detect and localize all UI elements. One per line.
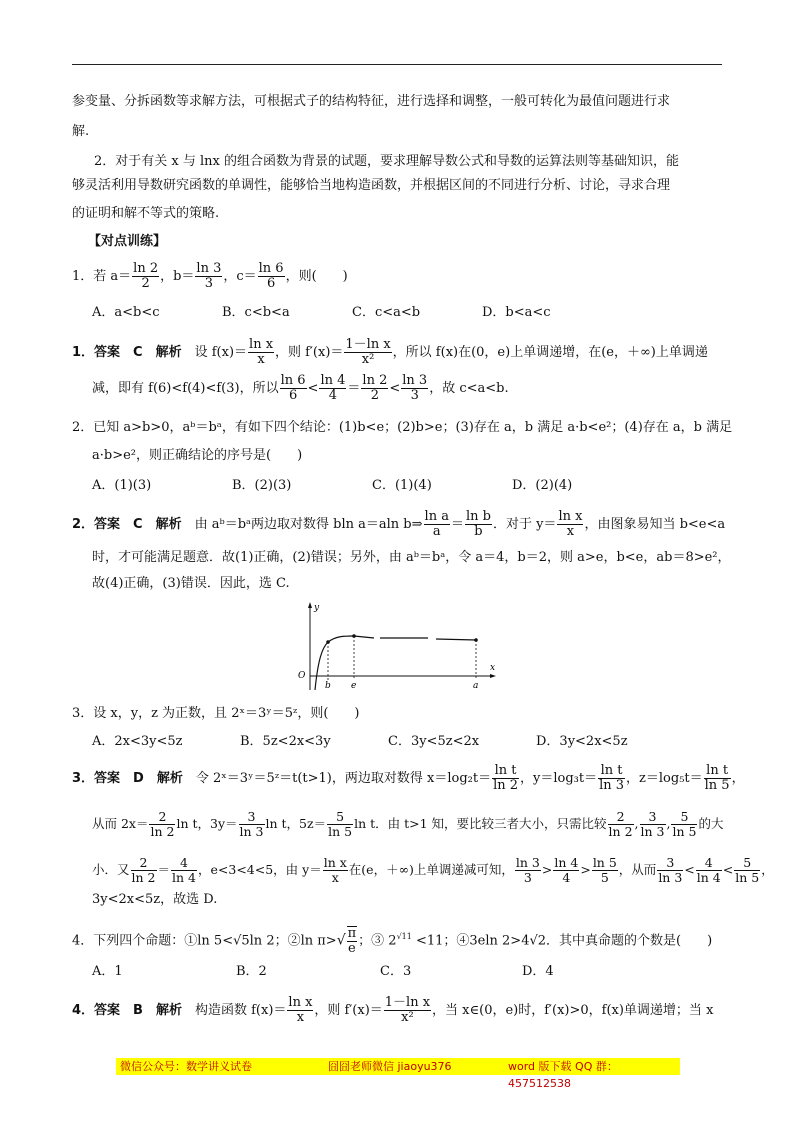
answer-label: 2．答案 C 解析	[72, 517, 182, 532]
fraction: $\frac{\ln 2}{2}$	[133, 261, 159, 291]
q3-stem: 3．设 x，y，z 为正数，且 2ˣ＝3ʸ＝5ᶻ，则( )	[72, 706, 360, 721]
fraction: $\frac{3}{\ln 3}$	[640, 809, 665, 839]
q2-answer-line-1: 2．答案 C 解析 由 aᵇ＝bᵃ两边取对数得 bln a＝aln b⇒ $\frac{\text{ln a}}{a}$ ＝ $\frac{\text{ln b}}{b}$ ．对于 y＝ $\frac{\text{ln x}}{x}$ ，由图象易知当 b<e<a	[72, 509, 726, 539]
fraction: $\frac{2}{\ln 2}$	[131, 855, 156, 885]
q3-answer-line-3: 小．又 $\frac{2}{\ln 2}$ ＝ $\frac{4}{\ln 4}$ ，e<3<4<5，由 y＝ $\frac{\text{ln x}}{x}$ 在(e，＋∞)上单调递减可知， $\frac{\ln 3}{3}$ > $\frac{\ln 4}{4}$ > $\frac{\ln 5}{5}$ ，从而 $\frac{3}{\ln 3}$ < $\frac{4}{\ln 4}$ < $\frac{5}{\ln 5}$ ，	[92, 855, 774, 885]
intro-para2-line-1: 2．对于有关 x 与 lnx 的组合函数为背景的试题，要求理解导数公式和导数的运算法则等基础知识，能	[94, 154, 679, 169]
tick-label-a: a	[473, 681, 479, 691]
header-rule	[72, 64, 722, 65]
fraction: $\frac{\ln 4}{4}$	[554, 855, 579, 885]
fraction: $\frac{\ln 6}{6}$	[258, 261, 284, 291]
q1-stem: 1．若 a＝ $\frac{\ln 2}{2}$ ，b＝ $\frac{\ln 3}{3}$ ，c＝ $\frac{\ln 6}{6}$ ，则( )	[72, 261, 348, 291]
fraction: $\frac{3}{\ln 3}$	[239, 809, 264, 839]
q4-option-c: C．3	[380, 964, 412, 979]
q1-answer-line-1: 1．答案 C 解析 设 f(x)＝ $\frac{\text{ln x}}{x}$ ，则 f′(x)＝ $\frac{\text{1－ln x}}{\text{x²}}$ ，所以 f(x)在(0，e)上单调递增，在(e，＋∞)上单调递	[72, 337, 708, 367]
section-title: 【对点训练】	[88, 234, 167, 249]
fraction: $\frac{\text{1－ln x}}{\text{x²}}$	[345, 337, 391, 367]
q2-option-b: B．(2)(3)	[232, 478, 292, 493]
y-axis-arrow	[308, 602, 312, 608]
intro-line-1: 参变量、分拆函数等求解方法，可根据式子的结构特征，进行选择和调整，一般可转化为最值问题进行求	[72, 94, 671, 109]
fraction: $\frac{\text{ln b}}{b}$	[465, 509, 491, 539]
fraction: $\frac{\text{ln x}}{x}$	[558, 509, 583, 539]
fraction: $\frac{2}{\ln 2}$	[608, 809, 633, 839]
fraction: $\frac{5}{\ln 5}$	[328, 809, 353, 839]
fraction: $\frac{\ln 2}{2}$	[362, 373, 388, 403]
q4-answer-line-1: 4．答案 B 解析 构造函数 f(x)＝ $\frac{\text{ln x}}{x}$ ，则 f′(x)＝ $\frac{\text{1－ln x}}{\text{x²}}$ ，当 x∈(0，e)时，f′(x)>0，f(x)单调递增；当 x	[72, 995, 714, 1025]
q1-option-b: B．c<b<a	[222, 305, 290, 320]
intro-para2-line-2: 够灵活利用导数研究函数的单调性，能够恰当地构造函数，并根据区间的不同进行分析、讨论，寻求合理	[72, 178, 671, 193]
fraction: $\frac{\ln 3}{3}$	[515, 855, 540, 885]
q1-answer-line-2: 减，即有 f(6)<f(4)<f(3)，所以 $\frac{\ln 6}{6}$ < $\frac{\ln 4}{4}$ ＝ $\frac{\ln 2}{2}$ < $\frac{\ln 3}{3}$ ，故 c<a<b.	[92, 373, 509, 403]
q2-stem-line-1: 2．已知 a>b>0，aᵇ＝bᵃ，有如下四个结论：(1)b<e；(2)b>e；(3)存在 a，b 满足 a·b<e²；(4)存在 a，b 满足	[72, 420, 733, 435]
q1-option-a: A．a<b<c	[92, 305, 160, 320]
answer-label: 4．答案 B 解析	[72, 1003, 182, 1018]
footer-teacher-wechat: 囧囧老师微信 jiaoyu376	[328, 1060, 452, 1073]
q3-answer-line-2: 从而 2x＝ $\frac{2}{\ln 2}$ ln t，3y＝ $\frac{3}{\ln 3}$ ln t，5z＝ $\frac{5}{\ln 5}$ ln t．由 t>1 知，要比较三者大小，只需比较 $\frac{2}{\ln 2}$ , $\frac{3}{\ln 3}$ , $\frac{5}{\ln 5}$ 的大	[92, 809, 724, 839]
origin-label: O	[298, 671, 306, 681]
q1-option-c: C．c<a<b	[352, 305, 421, 320]
fraction: $\frac{\text{ln a}}{a}$	[424, 509, 449, 539]
fraction: $\frac{\text{ln t}}{\ln 5}$	[704, 763, 730, 793]
q3-option-d: D．3y<2x<5z	[536, 734, 628, 749]
footer-wechat-account: 微信公众号：数学讲义试卷	[120, 1060, 252, 1073]
fraction: $\frac{2}{\ln 2}$	[150, 809, 175, 839]
q2-option-d: D．(2)(4)	[512, 478, 573, 493]
q3-option-b: B．5z<2x<3y	[240, 734, 331, 749]
answer-label: 3．答案 D 解析	[72, 771, 183, 786]
fraction: $\frac{\ln 3}{3}$	[196, 261, 222, 291]
fraction: $\frac{\pi}{e}$	[347, 926, 357, 956]
footer-qq-group: word 版下载 QQ 群：457512538	[508, 1060, 618, 1090]
q3-answer-line-1: 3．答案 D 解析 令 2ˣ＝3ʸ＝5ᶻ＝t(t>1)，两边取对数得 x＝log₂t＝ $\frac{\text{ln t}}{\ln 2}$ ，y＝log₃t＝ $\frac{\text{ln t}}{\ln 3}$ ，z＝log₅t＝ $\frac{\text{ln t}}{\ln 5}$ ，	[72, 763, 745, 793]
q2-answer-line-3: 故(4)正确，(3)错误．因此，选 C.	[92, 576, 290, 591]
fraction: $\frac{5}{\ln 5}$	[672, 809, 697, 839]
answer-label: 1．答案 C 解析	[72, 345, 182, 360]
fraction: $\frac{\text{ln x}}{x}$	[323, 855, 347, 885]
fraction: $\frac{5}{\ln 5}$	[735, 855, 760, 885]
fraction: $\frac{3}{\ln 3}$	[658, 855, 683, 885]
q2-answer-line-2: 时，才可能满足题意．故(1)正确，(2)错误；另外，由 aᵇ＝bᵃ，令 a＝4，b＝2，则 a>e，b<e，ab＝8>e²，	[92, 550, 731, 565]
fraction: $\frac{\ln 6}{6}$	[280, 373, 306, 403]
fraction: $\frac{\text{ln x}}{x}$	[249, 337, 274, 367]
intro-line-2: 解.	[72, 124, 90, 139]
fraction: $\frac{\text{ln x}}{x}$	[288, 995, 313, 1025]
q3-option-a: A．2x<3y<5z	[92, 734, 183, 749]
point-a	[474, 638, 478, 642]
fraction: $\frac{\ln 4}{4}$	[320, 373, 346, 403]
q4-stem: 4．下列四个命题：①ln 5<√5ln 2；②ln π>√ $\frac{\pi}{e}$ ；③ $2^{√11} <11$；④3eln 2>4√2．其中真命题的个数是( )	[72, 926, 713, 956]
x-axis-label: x	[490, 663, 496, 673]
x-axis-arrow	[490, 674, 496, 678]
function-graph	[288, 600, 508, 696]
fraction: $\frac{\text{ln t}}{\ln 3}$	[599, 763, 625, 793]
q4-option-a: A．1	[92, 964, 123, 979]
curve-tail	[354, 636, 374, 638]
q2-option-a: A．(1)(3)	[92, 478, 152, 493]
q3-option-c: C．3y<5z<2x	[388, 734, 480, 749]
y-axis-label: y	[314, 603, 320, 613]
q2-stem-line-2: a·b>e²，则正确结论的序号是( )	[92, 448, 303, 463]
tick-label-e: e	[351, 681, 357, 691]
fraction: $\frac{\ln 3}{3}$	[402, 373, 428, 403]
exponent: √11	[396, 932, 412, 942]
tick-label-b: b	[325, 681, 331, 691]
point-e	[352, 634, 356, 638]
q2-option-c: C．(1)(4)	[372, 478, 432, 493]
curve-dash-2	[436, 639, 476, 640]
q1-option-d: D．b<a<c	[482, 305, 551, 320]
q4-option-b: B．2	[236, 964, 267, 979]
fraction: $\frac{4}{\ln 4}$	[696, 855, 721, 885]
curve	[315, 636, 357, 691]
footer-banner	[116, 1058, 680, 1090]
intro-para2-line-3: 的证明和解不等式的策略.	[72, 206, 220, 221]
q3-answer-line-4: 3y<2x<5z，故选 D.	[92, 892, 218, 907]
fraction: $\frac{\ln 5}{5}$	[592, 855, 617, 885]
fraction: $\frac{\text{ln t}}{\ln 2}$	[493, 763, 519, 793]
q4-option-d: D．4	[522, 964, 554, 979]
point-b	[326, 640, 330, 644]
fraction: $\frac{\text{1－ln x}}{\text{x²}}$	[384, 995, 431, 1025]
fraction: $\frac{4}{\ln 4}$	[172, 855, 196, 885]
